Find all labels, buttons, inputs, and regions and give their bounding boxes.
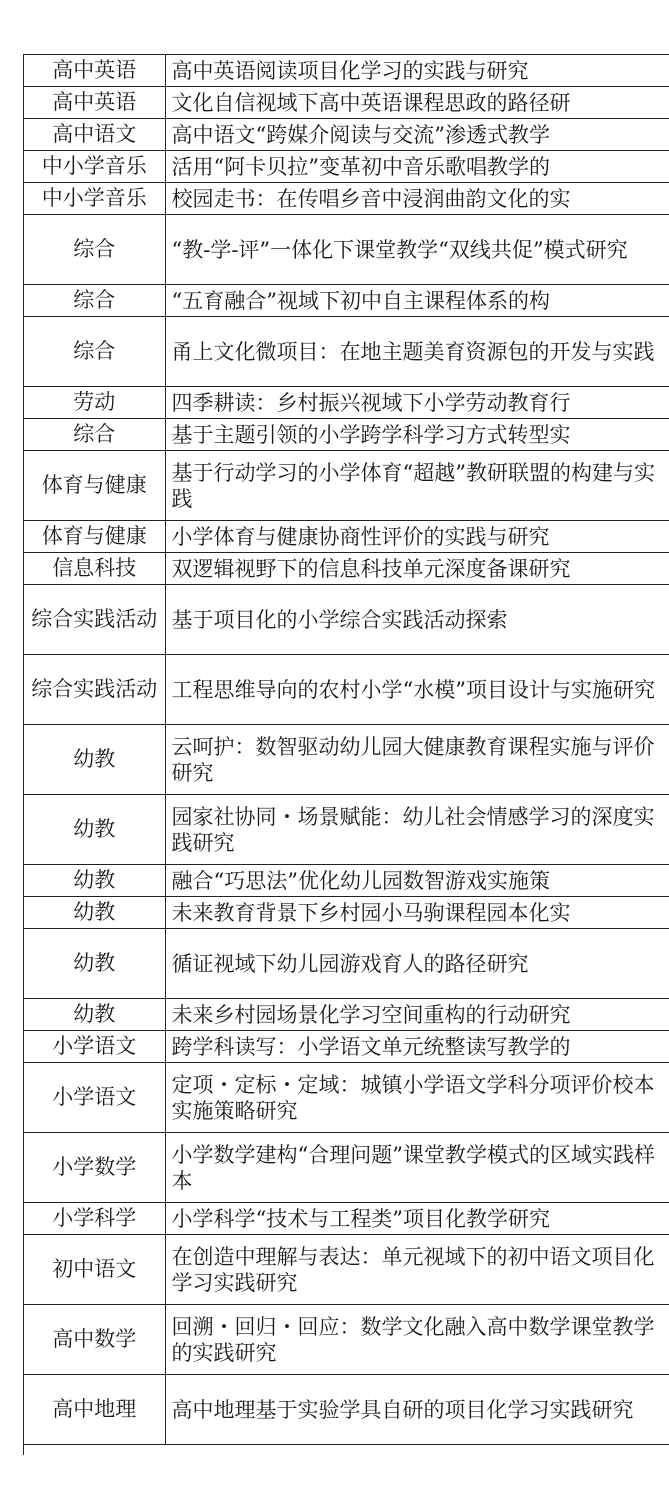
- category-cell: 幼教: [24, 897, 165, 929]
- table-row: [24, 317, 669, 387]
- category-cell: 幼教: [24, 865, 165, 897]
- title-cell: 回溯・回归・回应：数学文化融入高中数学课堂教学的实践研究: [165, 1305, 669, 1375]
- title-cell: 在创造中理解与表达：单元视域下的初中语文项目化学习实践研究: [165, 1235, 669, 1305]
- title-cell: 工程思维导向的农村小学“水模”项目设计与实施研究: [165, 655, 669, 725]
- table-row: [24, 655, 669, 725]
- table-row: [24, 585, 669, 655]
- table-row: [24, 87, 669, 119]
- title-cell: 高中英语阅读项目化学习的实践与研究: [165, 55, 669, 87]
- title-cell: 小学数学建构“合理问题”课堂教学模式的区域实践样本: [165, 1133, 669, 1203]
- category-cell: 高中语文: [24, 119, 165, 151]
- table-row: [24, 1375, 669, 1445]
- table-row: [24, 1031, 669, 1063]
- title-cell: 双逻辑视野下的信息科技单元深度备课研究: [165, 553, 669, 585]
- title-cell: 高中地理基于实验学具自研的项目化学习实践研究: [165, 1375, 669, 1445]
- title-cell: 云呵护：数智驱动幼儿园大健康教育课程实施与评价研究: [165, 725, 669, 795]
- category-cell: 小学语文: [24, 1063, 165, 1133]
- title-cell: 基于主题引领的小学跨学科学习方式转型实: [165, 419, 669, 451]
- category-cell: 高中英语: [24, 87, 165, 119]
- category-cell: 综合实践活动: [24, 655, 165, 725]
- table-row: [24, 1235, 669, 1305]
- category-cell: 小学语文: [24, 1031, 165, 1063]
- category-cell: 小学数学: [24, 1133, 165, 1203]
- title-cell: 小学体育与健康协商性评价的实践与研究: [165, 521, 669, 553]
- category-cell: 信息科技: [24, 553, 165, 585]
- category-cell: 初中语文: [24, 1235, 165, 1305]
- title-cell: 园家社协同・场景赋能：幼儿社会情感学习的深度实践研究: [165, 795, 669, 865]
- title-cell: 甬上文化微项目：在地主题美育资源包的开发与实践: [165, 317, 669, 387]
- table-row: [24, 1133, 669, 1203]
- title-cell: 循证视域下幼儿园游戏育人的路径研究: [165, 929, 669, 999]
- title-cell: 基于行动学习的小学体育“超越”教研联盟的构建与实践: [165, 451, 669, 521]
- category-cell: 中小学音乐: [24, 151, 165, 183]
- project-list-table: [23, 54, 669, 1455]
- title-cell: 基于项目化的小学综合实践活动探索: [165, 585, 669, 655]
- title-cell: 四季耕读：乡村振兴视域下小学劳动教育行: [165, 387, 669, 419]
- table-row: [24, 419, 669, 451]
- category-cell: 劳动: [24, 387, 165, 419]
- table-row: [24, 183, 669, 215]
- title-cell: “五育融合”视域下初中自主课程体系的构: [165, 285, 669, 317]
- title-cell: 跨学科读写：小学语文单元统整读写教学的: [165, 1031, 669, 1063]
- category-cell: 幼教: [24, 725, 165, 795]
- title-cell: 未来乡村园场景化学习空间重构的行动研究: [165, 999, 669, 1031]
- title-cell: 校园走书：在传唱乡音中浸润曲韵文化的实: [165, 183, 669, 215]
- table-row: [24, 451, 669, 521]
- title-cell: “教-学-评”一体化下课堂教学“双线共促”模式研究: [165, 215, 669, 285]
- table-row: [24, 553, 669, 585]
- category-cell: 中小学音乐: [24, 183, 165, 215]
- category-cell: 综合: [24, 285, 165, 317]
- table-row: [24, 897, 669, 929]
- table-row: [24, 119, 669, 151]
- title-cell: 活用“阿卡贝拉”变革初中音乐歌唱教学的: [165, 151, 669, 183]
- category-cell: 小学科学: [24, 1203, 165, 1235]
- title-cell: 小学科学“技术与工程类”项目化教学研究: [165, 1203, 669, 1235]
- table-row: [24, 795, 669, 865]
- table-row: [24, 55, 669, 87]
- category-cell: 综合: [24, 419, 165, 451]
- table-row: [24, 387, 669, 419]
- category-cell: 综合: [24, 215, 165, 285]
- table-row: [24, 215, 669, 285]
- title-cell: 未来教育背景下乡村园小马驹课程园本化实: [165, 897, 669, 929]
- category-cell: 幼教: [24, 929, 165, 999]
- table-row: [24, 929, 669, 999]
- category-cell: 高中数学: [24, 1305, 165, 1375]
- table-row: [24, 999, 669, 1031]
- table-row: [24, 521, 669, 553]
- table-row: [24, 865, 669, 897]
- title-cell: 文化自信视域下高中英语课程思政的路径研: [165, 87, 669, 119]
- category-cell: 幼教: [24, 999, 165, 1031]
- table-row: [24, 1063, 669, 1133]
- category-cell: 高中英语: [24, 55, 165, 87]
- title-cell: 高中语文“跨媒介阅读与交流”渗透式教学: [165, 119, 669, 151]
- table-row: [24, 1203, 669, 1235]
- table: [24, 55, 669, 1445]
- table-row: [24, 725, 669, 795]
- title-cell: 定项・定标・定域：城镇小学语文学科分项评价校本实施策略研究: [165, 1063, 669, 1133]
- category-cell: 体育与健康: [24, 451, 165, 521]
- table-row: [24, 1305, 669, 1375]
- category-cell: 体育与健康: [24, 521, 165, 553]
- title-cell: 融合“巧思法”优化幼儿园数智游戏实施策: [165, 865, 669, 897]
- table-row: [24, 285, 669, 317]
- category-cell: 综合: [24, 317, 165, 387]
- category-cell: 综合实践活动: [24, 585, 165, 655]
- category-cell: 高中地理: [24, 1375, 165, 1445]
- category-cell: 幼教: [24, 795, 165, 865]
- table-row: [24, 151, 669, 183]
